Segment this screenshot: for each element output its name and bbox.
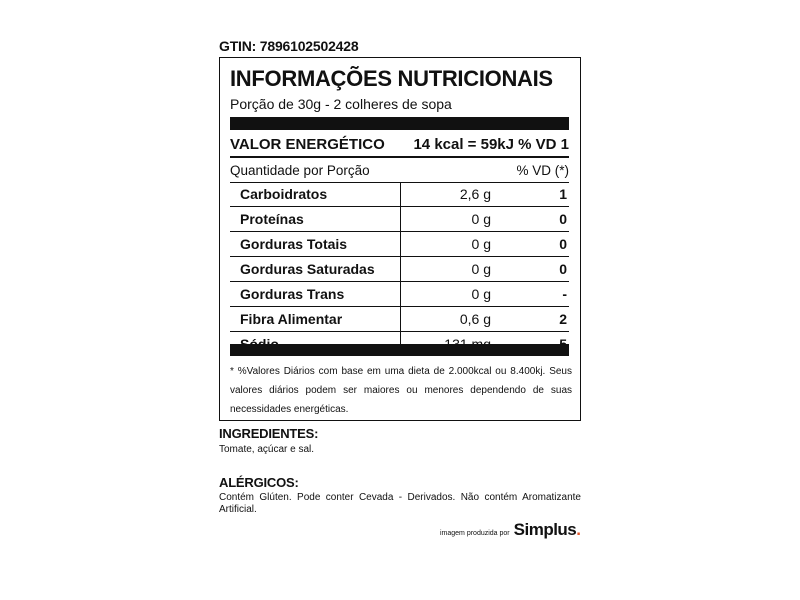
ingredients-text: Tomate, açúcar e sal. <box>219 444 315 455</box>
table-row <box>230 207 569 232</box>
nutrient-name: Gorduras Trans <box>240 286 345 302</box>
nutrient-table <box>230 182 569 356</box>
nutrient-vd: - <box>562 286 567 302</box>
table-row <box>230 232 569 257</box>
energy-row <box>230 132 569 158</box>
nutrient-amount: 0 g <box>400 257 491 281</box>
nutrient-vd: 0 <box>559 261 567 277</box>
quantity-header-row <box>230 160 569 183</box>
simplus-logo <box>514 520 581 540</box>
quantity-header: Quantidade por Porção <box>230 163 370 178</box>
nutrient-name: Proteínas <box>240 211 304 227</box>
table-row <box>230 307 569 332</box>
nutrient-name: Gorduras Saturadas <box>240 261 375 277</box>
nutrient-vd: 1 <box>559 186 567 202</box>
nutrient-vd: 2 <box>559 311 567 327</box>
credit-dot: . <box>576 520 581 539</box>
energy-label: VALOR ENERGÉTICO <box>230 136 385 153</box>
divider-bar-bottom <box>230 344 569 356</box>
allergens-heading: ALÉRGICOS: <box>219 475 299 490</box>
table-row <box>230 282 569 307</box>
nutrient-name: Fibra Alimentar <box>240 311 343 327</box>
nutrient-vd: 0 <box>559 211 567 227</box>
nutrient-name: Carboidratos <box>240 186 328 202</box>
panel-title: INFORMAÇÕES NUTRICIONAIS <box>230 66 553 91</box>
nutrient-amount: 0 g <box>400 207 491 231</box>
ingredients-heading: INGREDIENTES: <box>219 426 319 441</box>
gtin-code: GTIN: 7896102502428 <box>219 38 359 54</box>
divider-bar-top <box>230 117 569 130</box>
nutrient-amount: 0 g <box>400 282 491 306</box>
nutrient-amount: 0 g <box>400 232 491 256</box>
nutrition-facts-panel <box>219 57 581 421</box>
nutrient-amount: 2,6 g <box>400 182 491 206</box>
credit-brand: Simplus <box>513 520 577 539</box>
credit-prefix: imagem produzida por <box>439 530 510 537</box>
nutrient-vd: 0 <box>559 236 567 252</box>
footnote: * %Valores Diários com base em uma dieta de 2.000kcal ou 8.400kj. Seus valores diários podem ser maiores ou menores dependendo de suas necessidades energéticas. <box>230 366 572 415</box>
nutrient-amount: 0,6 g <box>400 307 491 331</box>
table-row <box>230 257 569 282</box>
allergens-text: Contém Glúten. Pode conter Cevada - Derivados. Não contém Aromatizante Artificial. <box>219 492 581 515</box>
vd-header: % VD (*) <box>516 163 569 178</box>
image-credit <box>440 520 581 540</box>
nutrient-name: Gorduras Totais <box>240 236 348 252</box>
portion-size: Porção de 30g - 2 colheres de sopa <box>230 96 452 112</box>
energy-value: 14 kcal = 59kJ % VD 1 <box>413 136 569 153</box>
table-row <box>230 182 569 207</box>
